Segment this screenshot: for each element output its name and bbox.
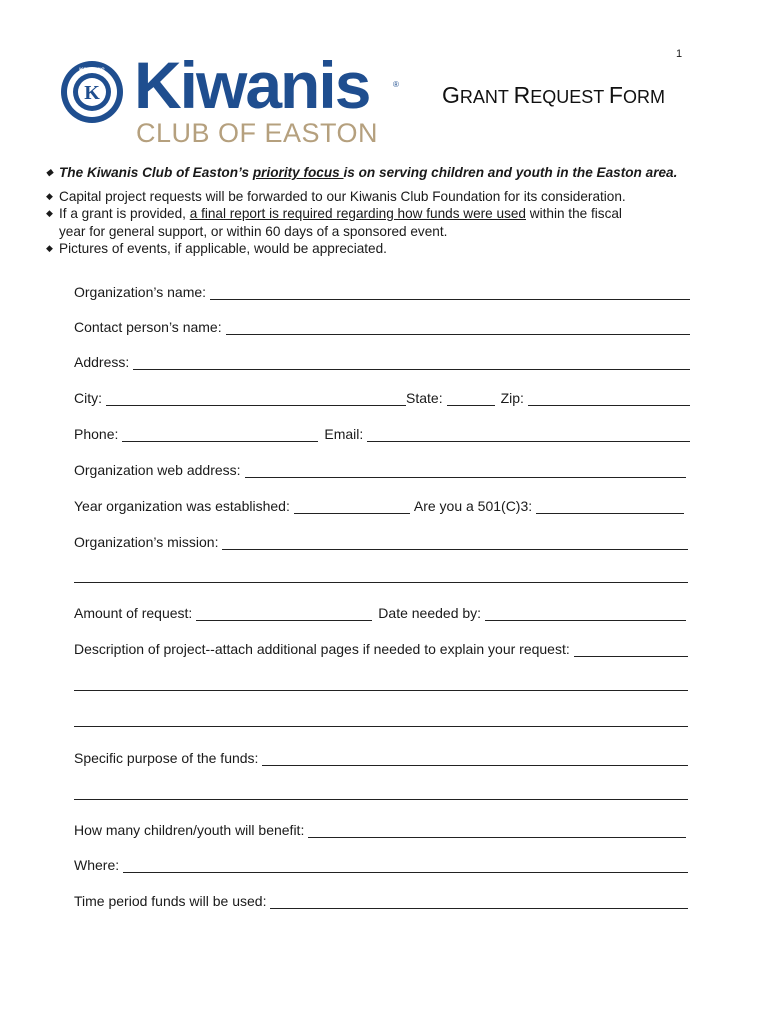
- benefit-row: [74, 818, 690, 838]
- bullet-capital-projects: ◆ Capital project requests will be forwarded to our Kiwanis Club Foundation for its consideration.: [46, 188, 626, 204]
- contact-label: Contact person’s name:: [74, 319, 222, 335]
- svg-text:K: K: [84, 82, 100, 104]
- 501c3-label: Are you a 501(C)3:: [413, 498, 533, 514]
- diamond-bullet-icon: ◆: [46, 190, 53, 201]
- address-label: Address:: [74, 354, 130, 370]
- mission-field-line-2[interactable]: [74, 582, 688, 583]
- city-row: [74, 386, 690, 406]
- registered-mark: ®: [393, 80, 399, 89]
- 501c3-field[interactable]: [536, 499, 684, 514]
- bullet-final-report: ◆ If a grant is provided, a final report is required regarding how funds were used within the fiscal year for general support, or within 60 days of a sponsored event.: [46, 206, 622, 239]
- date-needed-field[interactable]: [485, 606, 686, 621]
- time-period-row: [74, 889, 690, 909]
- info-bullets: [46, 164, 746, 258]
- amount-label: Amount of request:: [74, 605, 193, 621]
- where-label: Where:: [74, 857, 120, 873]
- page-title: GRANT REQUEST FORM: [442, 82, 665, 108]
- page-number: 1: [676, 48, 683, 60]
- where-row: [74, 853, 690, 873]
- state-label: State:: [406, 390, 443, 406]
- phone-row: [74, 422, 690, 442]
- purpose-field-line-2[interactable]: [74, 799, 688, 800]
- web-row: [74, 458, 690, 478]
- kiwanis-wordmark: Kiwanis: [134, 48, 370, 122]
- benefit-field[interactable]: [308, 823, 686, 838]
- org-name-field[interactable]: [210, 285, 690, 300]
- year-field[interactable]: [294, 499, 410, 514]
- email-field[interactable]: [367, 427, 690, 442]
- purpose-label: Specific purpose of the funds:: [74, 750, 259, 766]
- description-row: [74, 637, 690, 657]
- purpose-row: [74, 746, 690, 766]
- year-row: [74, 494, 690, 514]
- club-of-easton-text: CLUB OF EASTON: [136, 118, 379, 148]
- description-field-line-3[interactable]: [74, 726, 688, 727]
- amount-field[interactable]: [196, 606, 372, 621]
- description-field-line-2[interactable]: [74, 690, 688, 691]
- city-label: City:: [74, 390, 102, 406]
- where-field[interactable]: [123, 858, 688, 873]
- year-label: Year organization was established:: [74, 498, 290, 514]
- svg-text:KIWANIS: KIWANIS: [79, 68, 105, 74]
- contact-row: [74, 315, 690, 335]
- amount-row: [74, 601, 690, 621]
- city-field[interactable]: [106, 391, 406, 406]
- org-name-label: Organization’s name:: [74, 284, 207, 300]
- web-field[interactable]: [245, 463, 686, 478]
- state-field[interactable]: [447, 391, 495, 406]
- mission-field[interactable]: [222, 535, 688, 550]
- zip-field[interactable]: [528, 391, 690, 406]
- bullet-priority-focus: ◆ The Kiwanis Club of Easton’s priority focus is on serving children and youth in the Easton area.: [46, 165, 678, 180]
- diamond-bullet-icon: ◆: [46, 243, 53, 253]
- time-period-field[interactable]: [270, 894, 688, 909]
- description-field[interactable]: [574, 642, 688, 657]
- mission-row: [74, 530, 690, 550]
- address-field[interactable]: [133, 355, 690, 370]
- date-needed-label: Date needed by:: [378, 605, 482, 621]
- phone-label: Phone:: [74, 426, 119, 442]
- purpose-field[interactable]: [262, 751, 688, 766]
- address-row: [74, 350, 690, 370]
- benefit-label: How many children/youth will benefit:: [74, 822, 305, 838]
- mission-label: Organization’s mission:: [74, 534, 219, 550]
- time-period-label: Time period funds will be used:: [74, 893, 267, 909]
- description-label: Description of project--attach additional pages if needed to explain your request:: [74, 641, 570, 657]
- diamond-bullet-icon: ◆: [46, 208, 53, 218]
- kiwanis-seal-logo: [60, 60, 124, 124]
- contact-field[interactable]: [226, 320, 690, 335]
- web-label: Organization web address:: [74, 462, 241, 478]
- diamond-bullet-icon: ◆: [46, 167, 53, 177]
- phone-field[interactable]: [122, 427, 318, 442]
- zip-label: Zip:: [500, 390, 524, 406]
- org-name-row: [74, 280, 690, 300]
- email-label: Email:: [324, 426, 364, 442]
- bullet-pictures: ◆ Pictures of events, if applicable, would be appreciated.: [46, 241, 387, 256]
